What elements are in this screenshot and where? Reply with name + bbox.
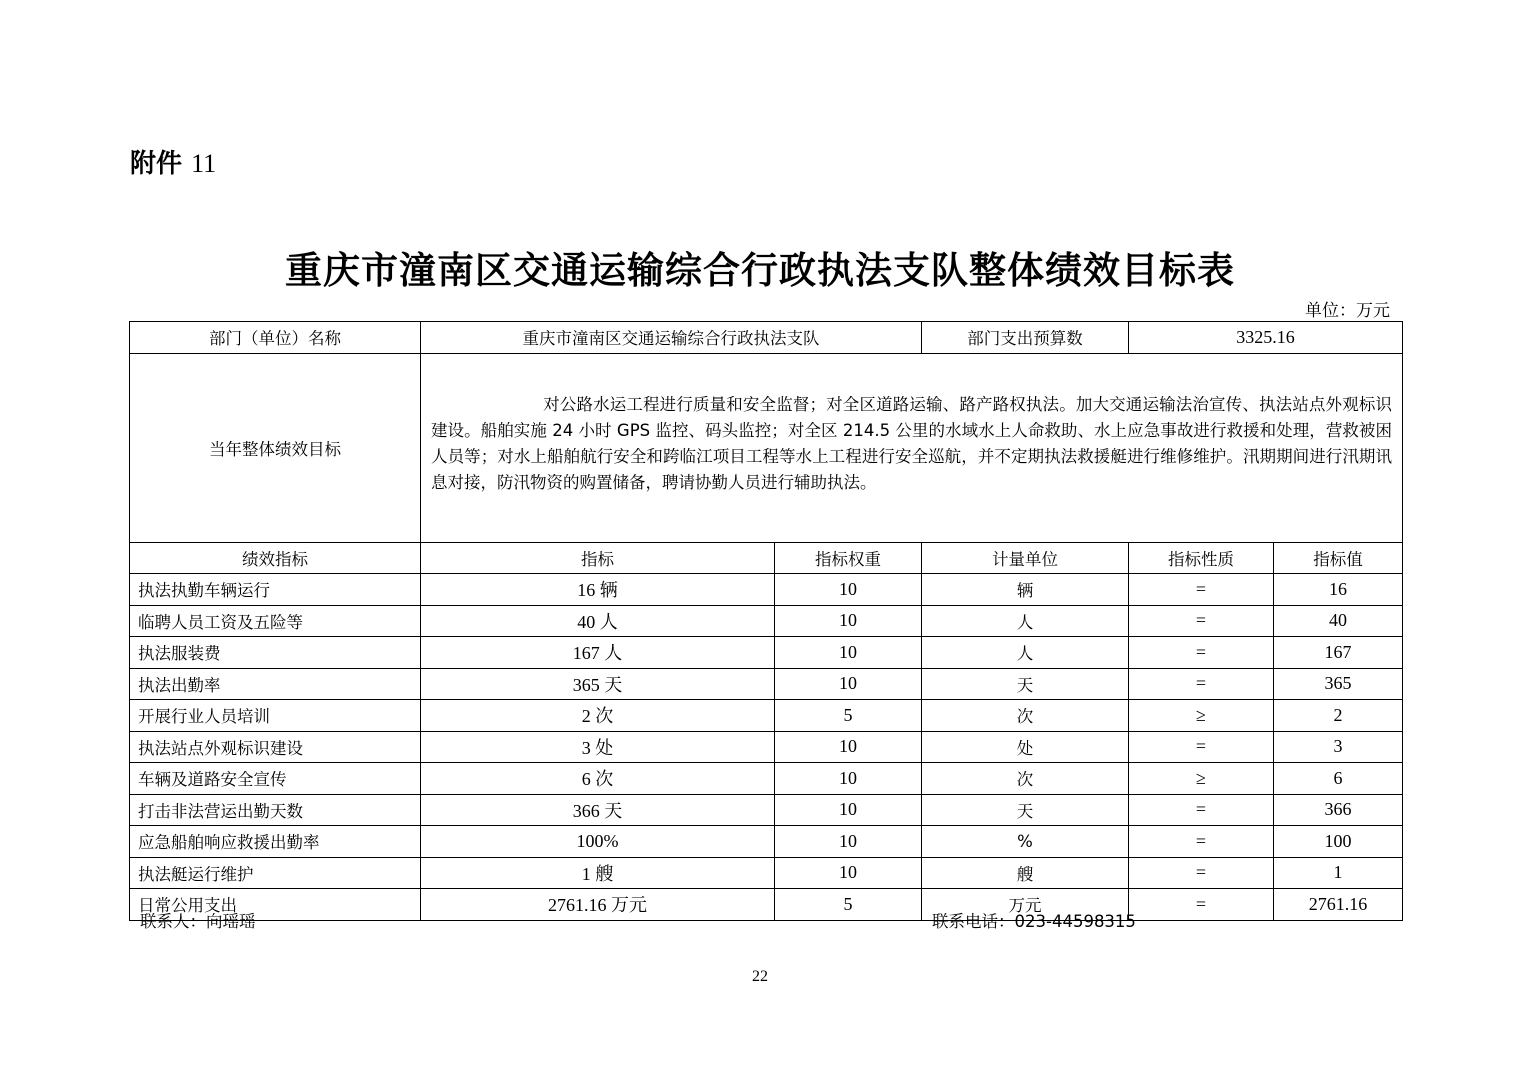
performance-table	[129, 321, 1403, 921]
indicator-weight: 10	[775, 605, 922, 637]
indicator-weight: 5	[775, 889, 922, 921]
dept-name: 重庆市潼南区交通运输综合行政执法支队	[421, 322, 922, 354]
indicator-weight: 10	[775, 794, 922, 826]
indicator-unit: 次	[922, 700, 1129, 732]
indicator-weight: 10	[775, 668, 922, 700]
indicator-value: 6	[1274, 763, 1403, 795]
indicator-value: 40	[1274, 605, 1403, 637]
indicator-nature: =	[1129, 857, 1274, 889]
indicator-unit: 处	[922, 731, 1129, 763]
indicator-target: 2761.16 万元	[421, 889, 775, 921]
unit-label: 单位：万元	[1305, 301, 1390, 321]
indicator-target: 366 天	[421, 794, 775, 826]
indicator-name: 开展行业人员培训	[130, 700, 421, 732]
goal-row	[130, 353, 1403, 542]
indicator-unit: 次	[922, 763, 1129, 795]
budget-value: 3325.16	[1129, 322, 1403, 354]
table-row	[130, 668, 1403, 700]
table-row	[130, 731, 1403, 763]
indicator-nature: =	[1129, 889, 1274, 921]
indicator-unit: 天	[922, 668, 1129, 700]
indicator-name: 执法出勤率	[130, 668, 421, 700]
indicator-target: 100%	[421, 826, 775, 858]
header-row	[130, 322, 1403, 354]
goal-label: 当年整体绩效目标	[130, 353, 421, 542]
indicator-value: 2	[1274, 700, 1403, 732]
indicator-target: 1 艘	[421, 857, 775, 889]
indicator-unit: 人	[922, 637, 1129, 669]
indicator-name: 执法站点外观标识建设	[130, 731, 421, 763]
goal-text	[421, 353, 1403, 542]
indicator-name: 应急船舶响应救援出勤率	[130, 826, 421, 858]
indicator-unit: 天	[922, 794, 1129, 826]
table-row	[130, 826, 1403, 858]
indicator-target: 365 天	[421, 668, 775, 700]
indicator-nature: ≥	[1129, 700, 1274, 732]
indicator-name: 执法服装费	[130, 637, 421, 669]
indicator-value: 1	[1274, 857, 1403, 889]
column-header: 指标性质	[1129, 542, 1274, 574]
indicator-value: 3	[1274, 731, 1403, 763]
page-title: 重庆市潼南区交通运输综合行政执法支队整体绩效目标表	[285, 249, 1235, 292]
indicator-nature: =	[1129, 574, 1274, 606]
indicator-nature: =	[1129, 731, 1274, 763]
table-row	[130, 857, 1403, 889]
indicator-nature: =	[1129, 637, 1274, 669]
contact-phone: 联系电话：023-44598315	[932, 912, 1136, 931]
indicator-value: 167	[1274, 637, 1403, 669]
indicator-weight: 5	[775, 700, 922, 732]
indicator-target: 167 人	[421, 637, 775, 669]
indicator-unit: 人	[922, 605, 1129, 637]
column-header: 指标值	[1274, 542, 1403, 574]
indicator-name: 临聘人员工资及五险等	[130, 605, 421, 637]
indicator-target: 40 人	[421, 605, 775, 637]
indicator-weight: 10	[775, 637, 922, 669]
indicator-unit: 辆	[922, 574, 1129, 606]
attachment-label	[130, 143, 216, 180]
indicator-nature: =	[1129, 605, 1274, 637]
indicator-name: 打击非法营运出勤天数	[130, 794, 421, 826]
column-header: 指标权重	[775, 542, 922, 574]
indicator-unit: 艘	[922, 857, 1129, 889]
indicator-value: 16	[1274, 574, 1403, 606]
indicator-value: 365	[1274, 668, 1403, 700]
indicator-name: 执法执勤车辆运行	[130, 574, 421, 606]
column-header: 指标	[421, 542, 775, 574]
table-row	[130, 637, 1403, 669]
column-header: 计量单位	[922, 542, 1129, 574]
indicator-weight: 10	[775, 857, 922, 889]
indicator-weight: 10	[775, 826, 922, 858]
table-row	[130, 794, 1403, 826]
indicator-name: 车辆及道路安全宣传	[130, 763, 421, 795]
table-row	[130, 700, 1403, 732]
table-row	[130, 574, 1403, 606]
indicator-name: 日常公用支出	[130, 889, 421, 921]
contact-person: 联系人：向瑶瑶	[140, 912, 256, 931]
indicator-nature: =	[1129, 668, 1274, 700]
column-header-row	[130, 542, 1403, 574]
indicator-value: 2761.16	[1274, 889, 1403, 921]
table-row	[130, 605, 1403, 637]
column-header: 绩效指标	[130, 542, 421, 574]
attachment-number: 11	[191, 149, 217, 178]
goal-text-content: 对公路水运工程进行质量和安全监督；对全区道路运输、路产路权执法。加大交通运输法治宣传、执法站点外观标识建设。船舶实施 24 小时 GPS 监控、码头监控；对全区 214.5 公里的水域水上人命救助、水上应急事故进行救援和处理，营救被困人员等；对水上船舶航行安全和跨临江项目工程等水上工程进行安全巡航，并不定期执法救援艇进行维修维护。汛期期间进行汛期讯息对接，防汛物资的购置储备，聘请协勤人员进行辅助执法。	[431, 394, 1392, 492]
attachment-text: 附件	[130, 149, 183, 179]
indicator-target: 2 次	[421, 700, 775, 732]
indicator-name: 执法艇运行维护	[130, 857, 421, 889]
table-row	[130, 889, 1403, 921]
dept-label: 部门（单位）名称	[130, 322, 421, 354]
indicator-nature: ≥	[1129, 763, 1274, 795]
indicator-target: 16 辆	[421, 574, 775, 606]
budget-label: 部门支出预算数	[922, 322, 1129, 354]
indicator-weight: 10	[775, 731, 922, 763]
indicator-value: 100	[1274, 826, 1403, 858]
indicator-unit: %	[922, 826, 1129, 858]
indicator-weight: 10	[775, 763, 922, 795]
indicator-value: 366	[1274, 794, 1403, 826]
page-number: 22	[752, 968, 768, 985]
indicator-nature: =	[1129, 826, 1274, 858]
table-row	[130, 763, 1403, 795]
indicator-weight: 10	[775, 574, 922, 606]
indicator-nature: =	[1129, 794, 1274, 826]
indicator-unit: 万元	[922, 889, 1129, 921]
indicator-target: 6 次	[421, 763, 775, 795]
indicator-target: 3 处	[421, 731, 775, 763]
